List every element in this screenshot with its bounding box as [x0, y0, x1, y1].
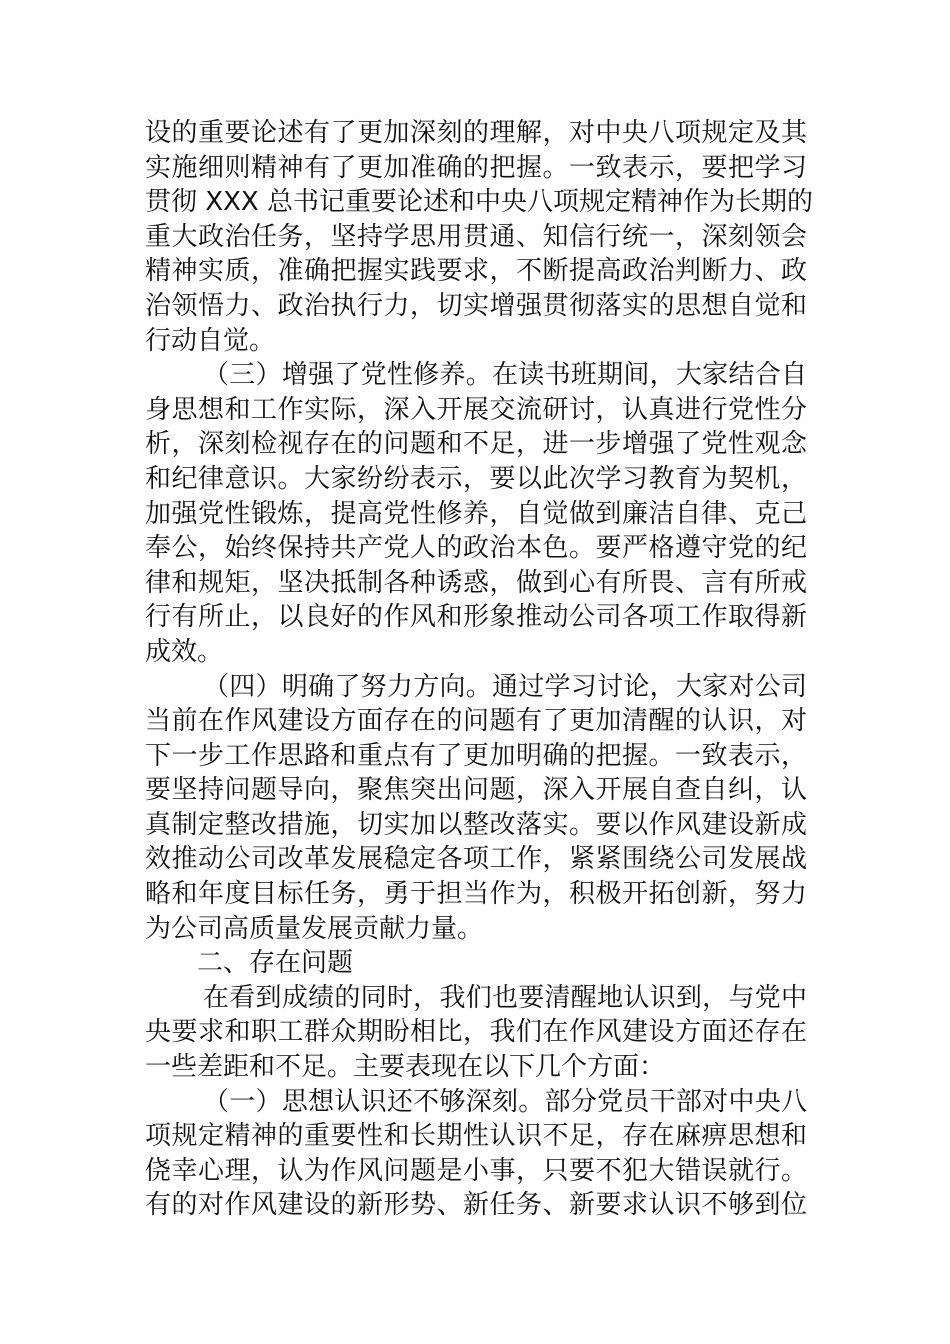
text-line: 重大政治任务，坚持学思用贯通、知信行统一，深刻领会 [145, 221, 807, 252]
text-line: 行动自觉。 [145, 325, 276, 356]
text-line: 央要求和职工群众期盼相比，我们在作风建设方面还存在 [145, 1017, 807, 1048]
body-text [145, 116, 813, 1223]
section-heading-line: （三）增强了党性修养。在读书班期间，大家结合自 [203, 360, 807, 391]
text-line: 加强党性锻炼，提高党性修养，自觉做到廉洁自律、克己 [145, 498, 807, 529]
text-line: 有的对作风建设的新形势、新任务、新要求认识不够到位 [145, 1190, 807, 1221]
text-line: 侥幸心理，认为作风问题是小事，只要不犯大错误就行。 [145, 1155, 807, 1186]
text-line: 下一步工作思路和重点有了更加明确的把握。一致表示， [145, 740, 807, 771]
section-heading-line: （一）思想认识还不够深刻。部分党员干部对中央八 [203, 1086, 807, 1117]
text-line: 成效。 [145, 636, 224, 667]
text-line: 要坚持问题导向，聚焦突出问题，深入开展自查自纠，认 [145, 775, 807, 806]
text-line: 真制定整改措施，切实加以整改落实。要以作风建设新成 [145, 809, 807, 840]
text-line: 奉公，始终保持共产党人的政治本色。要严格遵守党的纪 [145, 533, 807, 564]
text-line: 设的重要论述有了更加深刻的理解，对中央八项规定及其 [145, 118, 807, 148]
text-line: 为公司高质量发展贡献力量。 [145, 913, 484, 944]
text-line: 律和规矩，坚决抵制各种诱惑，做到心有所畏、言有所戒 [145, 567, 807, 598]
text-line: 项规定精神的重要性和长期性认识不足，存在麻痹思想和 [145, 1121, 807, 1152]
text-line: 治领悟力、政治执行力，切实增强贯彻落实的思想自觉和 [145, 290, 807, 321]
text-line: 贯彻 XXX 总书记重要论述和中央八项规定精神作为长期的 [145, 187, 813, 218]
text-line: 略和年度目标任务，勇于担当作为，积极开拓创新，努力 [145, 879, 807, 910]
section-heading-line: （四）明确了努力方向。通过学习讨论，大家对公司 [203, 671, 807, 702]
text-line: 析，深刻检视存在的问题和不足，进一步增强了党性观念 [145, 429, 807, 460]
section-title: 二、存在问题 [197, 948, 354, 979]
text-line: 在看到成绩的同时，我们也要清醒地认识到，与党中 [203, 982, 807, 1013]
text-line: 行有所止，以良好的作风和形象推动公司各项工作取得新 [145, 602, 807, 633]
text-line: 当前在作风建设方面存在的问题有了更加清醒的认识，对 [145, 706, 807, 737]
text-line: 一些差距和不足。主要表现在以下几个方面： [145, 1052, 666, 1083]
text-line: 效推动公司改革发展稳定各项工作，紧紧围绕公司发展战 [145, 844, 807, 875]
text-line: 和纪律意识。大家纷纷表示，要以此次学习教育为契机， [145, 463, 807, 494]
text-line: 身思想和工作实际，深入开展交流研讨，认真进行党性分 [145, 394, 807, 425]
text-line: 精神实质，准确把握实践要求，不断提高政治判断力、政 [145, 256, 807, 287]
text-line: 实施细则精神有了更加准确的把握。一致表示，要把学习 [145, 152, 807, 183]
